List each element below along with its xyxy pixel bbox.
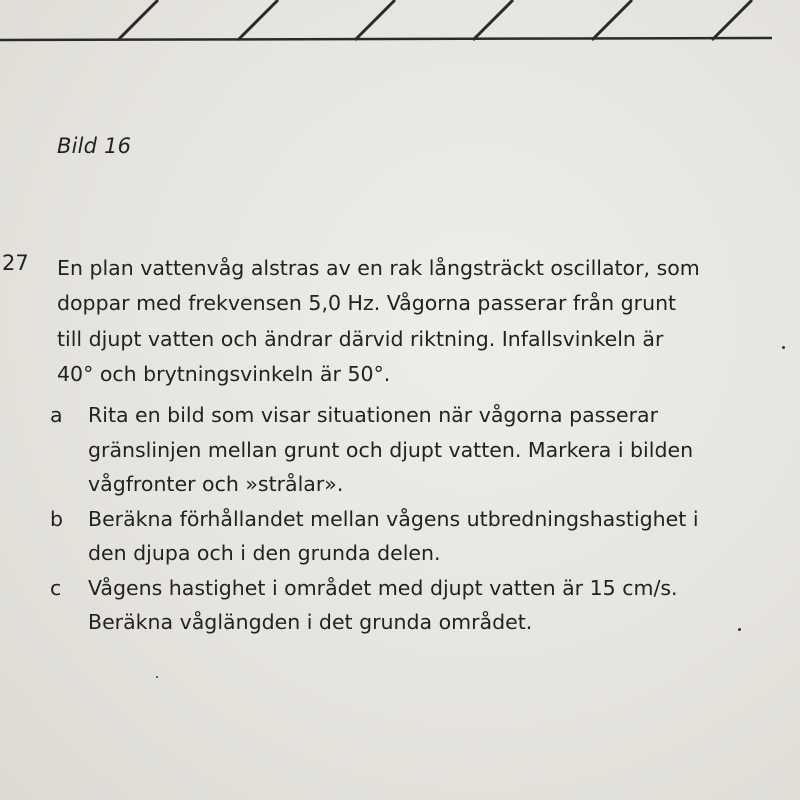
problem-number: 27 bbox=[2, 251, 29, 275]
paper-speck bbox=[782, 346, 785, 349]
figure-caption: Bild 16 bbox=[57, 134, 132, 158]
subitem-b bbox=[50, 502, 790, 571]
hatch-line bbox=[238, 0, 278, 40]
paper-speck bbox=[738, 628, 741, 631]
subitem-line: Rita en bild som visar situationen när vågorna passerar bbox=[88, 403, 659, 427]
hatch-line bbox=[118, 0, 158, 40]
subitem-line: Beräkna våglängden i det grunda området. bbox=[88, 610, 533, 634]
hatch-line bbox=[473, 0, 513, 40]
subitem-line: gränslinjen mellan grunt och djupt vatten. Markera i bilden bbox=[88, 437, 694, 462]
subitem-line: vågfronter och »strålar». bbox=[88, 472, 344, 496]
subitem-line: Beräkna förhållandet mellan vågens utbredningshastighet i bbox=[88, 506, 699, 531]
subitem-a bbox=[50, 398, 790, 502]
boundary-line bbox=[0, 38, 772, 40]
problem-statement bbox=[57, 251, 787, 392]
hatch-line bbox=[592, 0, 632, 40]
subitem-line: Vågens hastighet i området med djupt vatten är 15 cm/s. bbox=[88, 575, 678, 600]
hatch-line bbox=[355, 0, 395, 40]
figure-hatched-boundary bbox=[0, 0, 800, 45]
paper-speck bbox=[156, 676, 158, 678]
problem-line: doppar med frekvensen 5,0 Hz. Vågorna passerar från grunt bbox=[57, 291, 677, 316]
subitem-text bbox=[88, 398, 790, 502]
subitem-list bbox=[50, 398, 790, 640]
subitem-text bbox=[88, 502, 790, 571]
subitem-c bbox=[50, 571, 790, 640]
hatch-line bbox=[712, 0, 752, 40]
subitem-letter: b bbox=[50, 506, 64, 531]
problem-line: 40° och brytningsvinkeln är 50°. bbox=[57, 361, 391, 386]
subitem-letter: a bbox=[50, 403, 63, 427]
subitem-text bbox=[88, 571, 790, 640]
subitem-line: den djupa och i den grunda delen. bbox=[88, 541, 441, 565]
problem-line: till djupt vatten och ändrar därvid riktning. Infallsvinkeln är bbox=[57, 326, 664, 351]
subitem-letter: c bbox=[50, 575, 62, 600]
problem-line: En plan vattenvåg alstras av en rak långsträckt oscillator, som bbox=[57, 256, 700, 280]
